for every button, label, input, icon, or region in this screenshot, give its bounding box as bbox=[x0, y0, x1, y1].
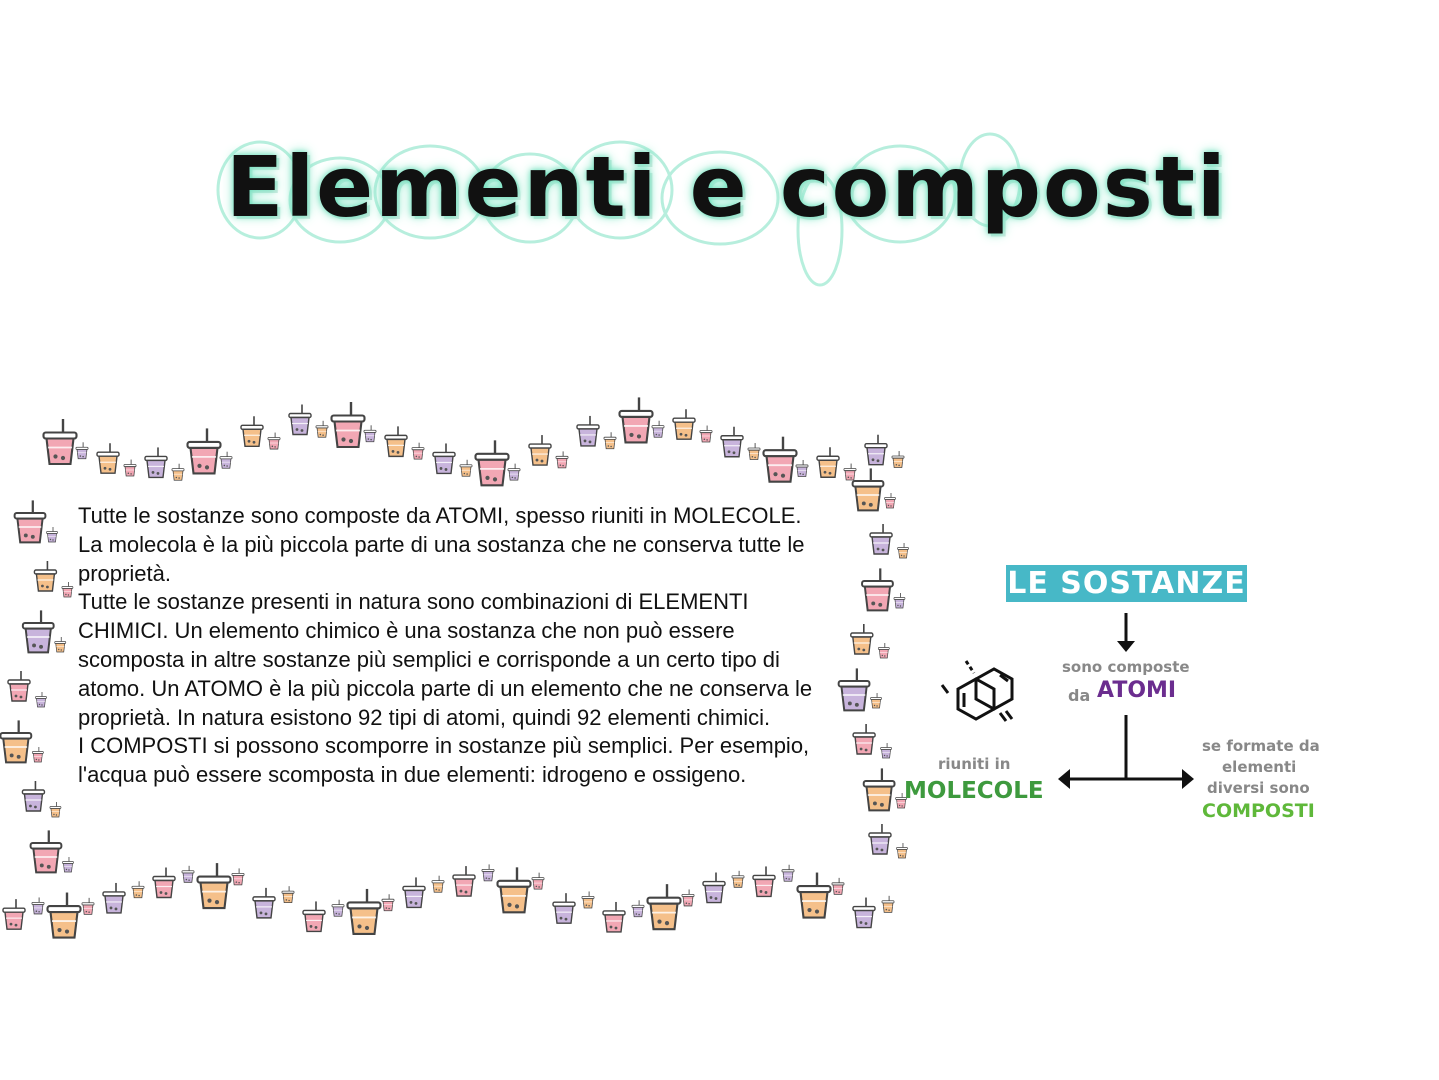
bubble-tea-cup-icon bbox=[896, 843, 907, 858]
bubble-tea-cup-icon bbox=[508, 464, 520, 481]
bubble-tea-cup-icon bbox=[364, 425, 376, 442]
bubble-tea-cup-icon bbox=[798, 873, 831, 918]
bubble-tea-cup-icon bbox=[864, 768, 895, 810]
bubble-tea-cup-icon bbox=[476, 440, 509, 485]
bubble-tea-cup-icon bbox=[577, 416, 599, 446]
bubble-tea-cup-icon bbox=[282, 886, 294, 903]
bubble-tea-cup-icon bbox=[303, 901, 325, 931]
bubble-tea-cup-icon bbox=[764, 437, 797, 482]
bubble-tea-cup-icon bbox=[23, 610, 54, 652]
bubble-tea-cup-icon bbox=[721, 427, 743, 457]
bubble-tea-cup-icon bbox=[865, 435, 887, 465]
bubble-tea-cup-icon bbox=[172, 464, 184, 481]
bubble-tea-cup-icon bbox=[753, 866, 775, 896]
bubble-tea-cup-icon bbox=[870, 524, 892, 554]
formate-label-1: se formate da bbox=[1202, 737, 1320, 755]
bubble-tea-cup-icon bbox=[853, 468, 884, 510]
bubble-tea-cup-icon bbox=[853, 898, 875, 928]
bubble-tea-cup-icon bbox=[553, 893, 575, 923]
formate-label-2: elementi bbox=[1222, 758, 1297, 776]
bubble-tea-cup-icon bbox=[482, 864, 494, 881]
bubble-tea-cup-icon bbox=[556, 451, 568, 468]
bubble-tea-cup-icon bbox=[453, 866, 475, 896]
paragraph-compounds: I COMPOSTI si possono scomporre in sostanze più semplici. Per esempio, l'acqua può essere scomposta in due elementi: idrogeno e ossigeno. bbox=[78, 733, 810, 788]
bubble-tea-cup-icon bbox=[853, 724, 875, 754]
bubble-tea-cup-icon bbox=[32, 747, 43, 762]
paragraph-elements: Tutte le sostanze presenti in natura sono combinazioni di ELEMENTI CHIMICI. Un elemento chimico è una sostanza che non può essere scomposta in altre sostanze più semplici e corrisponde a un certo tipo di atomo. Un ATOMO è la più piccola parte di un elemento che ne conserva le proprietà. In natura esistono 92 tipi di atomi, quindi 92 elementi chimici. bbox=[78, 589, 813, 730]
bubble-tea-cup-icon bbox=[844, 464, 856, 481]
concept-root-box: LE SOSTANZE bbox=[1007, 566, 1246, 601]
bubble-tea-cup-icon bbox=[648, 884, 681, 929]
bubble-tea-cup-icon bbox=[332, 900, 344, 917]
bubble-tea-cup-icon bbox=[529, 435, 551, 465]
bubble-tea-cup-icon bbox=[82, 898, 94, 915]
bubble-tea-cup-icon bbox=[603, 902, 625, 932]
bubble-tea-cup-icon bbox=[881, 743, 892, 758]
bubble-tea-cup-icon bbox=[498, 867, 531, 912]
bubble-tea-cup-icon bbox=[460, 460, 472, 477]
bubble-tea-cup-icon bbox=[48, 893, 81, 938]
bubble-tea-cup-icon bbox=[732, 871, 744, 888]
atoms-label: ATOMI bbox=[1097, 678, 1177, 703]
bubble-tea-cup-icon bbox=[0, 720, 31, 762]
bubble-tea-cup-icon bbox=[632, 900, 644, 917]
bubble-tea-cup-icon bbox=[241, 416, 263, 446]
bubble-tea-cup-icon bbox=[582, 891, 594, 908]
bubble-tea-cup-icon bbox=[832, 878, 844, 895]
bubble-tea-cup-icon bbox=[871, 693, 882, 708]
page-title: Elementi e composti bbox=[226, 138, 1228, 236]
bubble-tea-cup-icon bbox=[620, 397, 653, 442]
bubble-tea-cup-icon bbox=[851, 624, 873, 654]
bubble-tea-cup-icon bbox=[76, 442, 88, 459]
bubble-tea-cup-icon bbox=[153, 868, 175, 898]
bubble-tea-cup-icon bbox=[47, 527, 58, 542]
bubble-tea-cup-icon bbox=[8, 671, 30, 701]
bubble-tea-cup-icon bbox=[268, 433, 280, 450]
bubble-tea-cup-icon bbox=[44, 419, 77, 464]
compounds-label: COMPOSTI bbox=[1202, 800, 1315, 822]
bubble-tea-cup-icon bbox=[892, 451, 904, 468]
riuniti-label: riuniti in bbox=[938, 755, 1011, 773]
bubble-tea-cup-icon bbox=[289, 404, 311, 434]
bubble-tea-cup-icon bbox=[232, 868, 244, 885]
bubble-tea-cup-icon bbox=[50, 802, 61, 817]
bubble-tea-cup-icon bbox=[34, 561, 56, 591]
bubble-tea-cup-icon bbox=[703, 873, 725, 903]
composed-da-label: da bbox=[1068, 686, 1091, 705]
bubble-tea-cup-icon bbox=[673, 409, 695, 439]
bubble-tea-cup-icon bbox=[878, 643, 889, 658]
bubble-tea-cup-icon bbox=[32, 897, 44, 914]
bubble-tea-cup-icon bbox=[382, 894, 394, 911]
bubble-tea-cup-icon bbox=[604, 432, 616, 449]
molecule-ring-icon bbox=[942, 661, 1012, 721]
bubble-tea-cup-icon bbox=[652, 421, 664, 438]
bubble-tea-cup-icon bbox=[22, 781, 44, 811]
bubble-tea-cup-icon bbox=[882, 896, 894, 913]
bubble-tea-cup-icon bbox=[532, 873, 544, 890]
bubble-tea-cup-icon bbox=[316, 421, 328, 438]
bubble-tea-cup-icon bbox=[182, 866, 194, 883]
bubble-tea-cup-icon bbox=[748, 443, 760, 460]
paragraph-molecule: La molecola è la più piccola parte di una sostanza che ne conserva tutte le proprietà. bbox=[78, 531, 805, 586]
bubble-tea-cup-icon bbox=[403, 877, 425, 907]
bubble-tea-cup-icon bbox=[796, 460, 808, 477]
bubble-tea-cup-icon bbox=[885, 493, 896, 508]
bubble-tea-cup-icon bbox=[385, 426, 407, 456]
bubble-tea-cup-icon bbox=[31, 830, 62, 872]
bubble-tea-cup-icon bbox=[412, 443, 424, 460]
bubble-tea-cup-icon bbox=[782, 865, 794, 882]
composed-label: sono composte bbox=[1062, 658, 1190, 676]
bubble-tea-cup-icon bbox=[817, 447, 839, 477]
body-text bbox=[78, 502, 838, 790]
bubble-tea-cup-icon bbox=[839, 668, 870, 710]
paragraph-atoms: Tutte le sostanze sono composte da ATOMI, spesso riuniti in MOLECOLE. bbox=[78, 503, 802, 528]
bubble-tea-cup-icon bbox=[348, 889, 381, 934]
bubble-tea-cup-icon bbox=[62, 582, 73, 597]
bubble-tea-cup-icon bbox=[124, 460, 136, 477]
bubble-tea-cup-icon bbox=[869, 824, 891, 854]
bubble-tea-cup-icon bbox=[35, 692, 46, 707]
bubble-tea-cup-icon bbox=[433, 443, 455, 473]
bubble-tea-cup-icon bbox=[15, 500, 46, 542]
bubble-tea-cup-icon bbox=[188, 428, 221, 473]
bubble-tea-cup-icon bbox=[55, 637, 66, 652]
bubble-tea-cup-icon bbox=[700, 426, 712, 443]
bubble-tea-cup-icon bbox=[3, 899, 25, 929]
bubble-tea-cup-icon bbox=[132, 881, 144, 898]
formate-label-3: diversi sono bbox=[1207, 779, 1310, 797]
bubble-tea-cup-icon bbox=[145, 447, 167, 477]
bubble-tea-cup-icon bbox=[432, 876, 444, 893]
bubble-tea-cup-icon bbox=[682, 889, 694, 906]
bubble-tea-cup-icon bbox=[97, 443, 119, 473]
bubble-tea-cup-icon bbox=[198, 863, 231, 908]
bubble-tea-cup-icon bbox=[332, 402, 365, 447]
bubble-tea-cup-icon bbox=[253, 888, 275, 918]
bubble-tea-cup-icon bbox=[103, 883, 125, 913]
bubble-tea-cup-icon bbox=[862, 568, 893, 610]
molecules-label: MOLECOLE bbox=[904, 778, 1044, 804]
bubble-tea-cup-icon bbox=[220, 452, 232, 469]
bubble-tea-cup-icon bbox=[62, 857, 73, 872]
